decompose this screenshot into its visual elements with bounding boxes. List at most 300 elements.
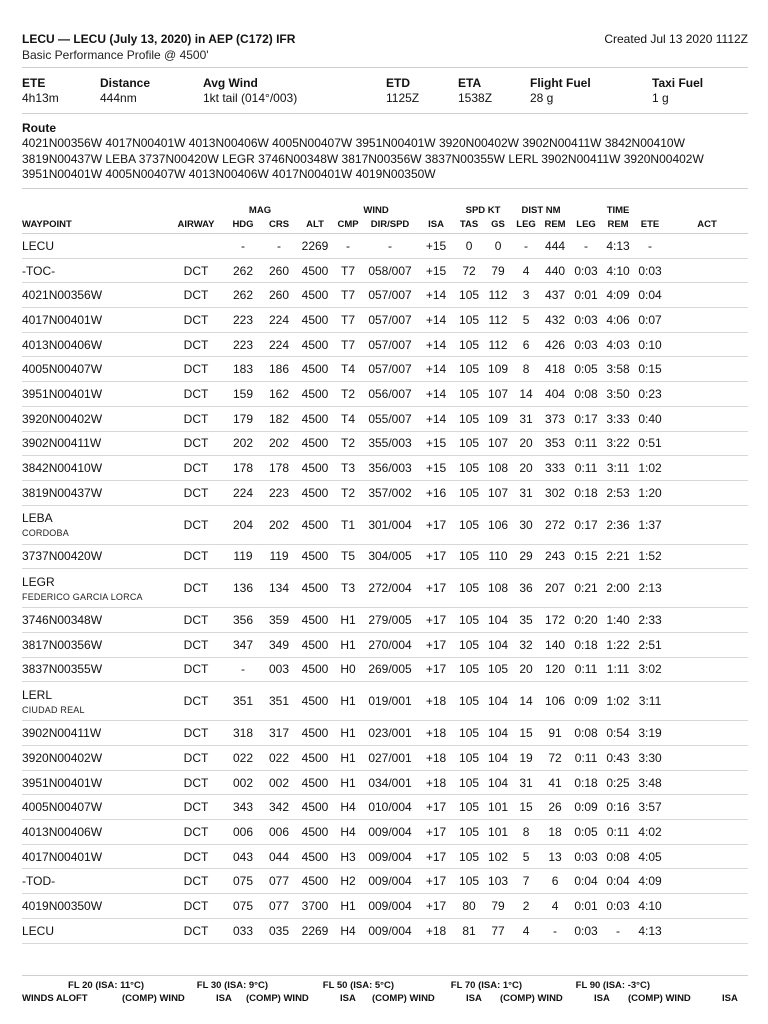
waypoint-cell bbox=[22, 480, 168, 505]
hdg-cell: 043 bbox=[224, 844, 262, 869]
dist-rem-cell: 333 bbox=[540, 456, 570, 481]
wind-dir-spd-cell: 058/007 bbox=[362, 258, 418, 283]
alt-cell: 4500 bbox=[296, 357, 334, 382]
winds-aloft-section bbox=[22, 975, 748, 1012]
hdg-cell: 178 bbox=[224, 456, 262, 481]
act-cell bbox=[666, 332, 748, 357]
table-row bbox=[22, 332, 748, 357]
act-cell bbox=[666, 844, 748, 869]
alt-cell: 4500 bbox=[296, 770, 334, 795]
waypoint-cell bbox=[22, 721, 168, 746]
act-cell bbox=[666, 608, 748, 633]
wind-cmp-cell: T2 bbox=[334, 431, 362, 456]
col-mag-hdg: HDG bbox=[224, 216, 262, 234]
wind-cmp-cell: T2 bbox=[334, 382, 362, 407]
hdg-cell: 075 bbox=[224, 869, 262, 894]
dist-rem-cell: - bbox=[540, 918, 570, 943]
isa-cell: +14 bbox=[418, 406, 454, 431]
waypoint-id: 4021N00356W bbox=[22, 288, 103, 303]
summary-label: Taxi Fuel bbox=[652, 76, 704, 90]
act-cell bbox=[666, 869, 748, 894]
dist-rem-cell: 426 bbox=[540, 332, 570, 357]
time-leg-cell: 0:18 bbox=[570, 770, 602, 795]
dist-leg-cell: 30 bbox=[512, 505, 540, 544]
time-rem-cell: 2:00 bbox=[602, 569, 634, 608]
isa-cell: +14 bbox=[418, 332, 454, 357]
dist-rem-cell: 106 bbox=[540, 682, 570, 721]
waypoint-id: 3842N00410W bbox=[22, 461, 103, 476]
airway-cell bbox=[168, 234, 224, 259]
column-header-row bbox=[22, 216, 748, 234]
ete-cell: 4:09 bbox=[634, 869, 666, 894]
tas-cell: 105 bbox=[454, 480, 484, 505]
gs-cell: 104 bbox=[484, 632, 512, 657]
wind-dir-spd-cell: 269/005 bbox=[362, 657, 418, 682]
alt-cell: 4500 bbox=[296, 258, 334, 283]
dist-rem-cell: 6 bbox=[540, 869, 570, 894]
act-cell bbox=[666, 480, 748, 505]
time-leg-cell: 0:03 bbox=[570, 308, 602, 333]
ete-cell: 0:15 bbox=[634, 357, 666, 382]
crs-cell: 349 bbox=[262, 632, 296, 657]
summary-distance bbox=[100, 76, 150, 106]
waypoint-id: 3951N00401W bbox=[22, 386, 103, 401]
ete-cell: 2:33 bbox=[634, 608, 666, 633]
tas-cell: 105 bbox=[454, 608, 484, 633]
gs-cell: 112 bbox=[484, 308, 512, 333]
crs-cell: 202 bbox=[262, 505, 296, 544]
waypoint-cell bbox=[22, 795, 168, 820]
gs-cell: 104 bbox=[484, 682, 512, 721]
hdg-cell: 119 bbox=[224, 544, 262, 569]
time-rem-cell: 0:04 bbox=[602, 869, 634, 894]
time-rem-cell: 2:36 bbox=[602, 505, 634, 544]
hdg-cell: 179 bbox=[224, 406, 262, 431]
isa-header: ISA bbox=[466, 993, 482, 1004]
flight-level-header: FL 30 (ISA: 9°C) bbox=[196, 980, 268, 991]
route-string: 4021N00356W 4017N00401W 4013N00406W 4005N00407W 3951N00401W 3920N00402W 3902N00411W 3842N00410W 3819N00437W LEBA 3737N00420W LEGR 3746N00348W 3817N00356W 3837N00355W LERL 3902N00411W 3920N00402W 3951N00401W 4005N00407W 4013N00406W 4017N00401W 4019N00350W bbox=[22, 136, 704, 181]
col-alt: ALT bbox=[296, 216, 334, 234]
time-leg-cell: 0:09 bbox=[570, 795, 602, 820]
waypoint-cell bbox=[22, 382, 168, 407]
wind-dir-spd-cell: - bbox=[362, 234, 418, 259]
gs-cell: 104 bbox=[484, 770, 512, 795]
tas-cell: 105 bbox=[454, 308, 484, 333]
wind-cmp-cell: T7 bbox=[334, 283, 362, 308]
alt-cell: 4500 bbox=[296, 721, 334, 746]
table-row bbox=[22, 431, 748, 456]
crs-cell: 002 bbox=[262, 770, 296, 795]
wind-cmp-cell: H1 bbox=[334, 682, 362, 721]
waypoint-cell bbox=[22, 308, 168, 333]
ete-cell: 1:37 bbox=[634, 505, 666, 544]
table-row bbox=[22, 820, 748, 845]
dist-rem-cell: 418 bbox=[540, 357, 570, 382]
act-cell bbox=[666, 770, 748, 795]
gs-cell: 105 bbox=[484, 657, 512, 682]
act-cell bbox=[666, 382, 748, 407]
table-row bbox=[22, 357, 748, 382]
time-rem-cell: 1:40 bbox=[602, 608, 634, 633]
wind-cmp-cell: T2 bbox=[334, 480, 362, 505]
dist-leg-cell: 15 bbox=[512, 795, 540, 820]
crs-cell: 317 bbox=[262, 721, 296, 746]
isa-cell: +18 bbox=[418, 721, 454, 746]
act-cell bbox=[666, 682, 748, 721]
table-row bbox=[22, 721, 748, 746]
time-leg-cell: 0:08 bbox=[570, 721, 602, 746]
wind-dir-spd-cell: 027/001 bbox=[362, 746, 418, 771]
waypoint-id: 3737N00420W bbox=[22, 549, 103, 564]
gs-cell: 108 bbox=[484, 456, 512, 481]
crs-cell: 202 bbox=[262, 431, 296, 456]
gs-cell: 107 bbox=[484, 480, 512, 505]
summary-value: 1 g bbox=[652, 91, 669, 105]
isa-cell: +17 bbox=[418, 569, 454, 608]
gs-cell: 101 bbox=[484, 820, 512, 845]
alt-cell: 4500 bbox=[296, 820, 334, 845]
crs-cell: 224 bbox=[262, 308, 296, 333]
waypoint-id: 4013N00406W bbox=[22, 824, 103, 839]
table-row bbox=[22, 844, 748, 869]
ete-cell: 2:51 bbox=[634, 632, 666, 657]
summary-label: Distance bbox=[100, 76, 151, 90]
dist-leg-cell: 31 bbox=[512, 480, 540, 505]
waypoint-id: 3951N00401W bbox=[22, 775, 103, 790]
wind-dir-spd-cell: 010/004 bbox=[362, 795, 418, 820]
act-cell bbox=[666, 431, 748, 456]
hdg-cell: 159 bbox=[224, 382, 262, 407]
time-rem-cell: 3:22 bbox=[602, 431, 634, 456]
dist-leg-cell: 5 bbox=[512, 844, 540, 869]
waypoint-id: 3817N00356W bbox=[22, 637, 103, 652]
time-rem-cell: 4:06 bbox=[602, 308, 634, 333]
gs-cell: 101 bbox=[484, 795, 512, 820]
table-row bbox=[22, 918, 748, 943]
time-leg-cell: 0:18 bbox=[570, 632, 602, 657]
hdg-cell: 318 bbox=[224, 721, 262, 746]
hdg-cell: 347 bbox=[224, 632, 262, 657]
waypoint-id: LEGR bbox=[22, 574, 55, 589]
waypoint-cell bbox=[22, 234, 168, 259]
group-header-time: TIME bbox=[606, 205, 630, 216]
created-timestamp: Created Jul 13 2020 1112Z bbox=[604, 32, 748, 46]
gs-cell: 112 bbox=[484, 332, 512, 357]
tas-cell: 105 bbox=[454, 721, 484, 746]
tas-cell: 105 bbox=[454, 844, 484, 869]
airway-cell: DCT bbox=[168, 480, 224, 505]
dist-leg-cell: 8 bbox=[512, 357, 540, 382]
hdg-cell: 351 bbox=[224, 682, 262, 721]
tas-cell: 105 bbox=[454, 431, 484, 456]
tas-cell: 81 bbox=[454, 918, 484, 943]
isa-cell: +15 bbox=[418, 234, 454, 259]
waypoint-id: 4017N00401W bbox=[22, 849, 103, 864]
wind-cmp-cell: - bbox=[334, 234, 362, 259]
dist-leg-cell: 6 bbox=[512, 332, 540, 357]
isa-cell: +18 bbox=[418, 770, 454, 795]
flight-summary bbox=[22, 76, 748, 108]
waypoint-id: 3902N00411W bbox=[22, 726, 102, 741]
time-rem-cell: 0:43 bbox=[602, 746, 634, 771]
tas-cell: 105 bbox=[454, 770, 484, 795]
gs-cell: 112 bbox=[484, 283, 512, 308]
time-rem-cell: 2:53 bbox=[602, 480, 634, 505]
dist-leg-cell: 31 bbox=[512, 770, 540, 795]
summary-label: ETD bbox=[386, 76, 410, 90]
act-cell bbox=[666, 632, 748, 657]
wind-cmp-cell: H0 bbox=[334, 657, 362, 682]
waypoint-cell bbox=[22, 918, 168, 943]
time-leg-cell: 0:15 bbox=[570, 544, 602, 569]
wind-cmp-cell: H1 bbox=[334, 770, 362, 795]
gs-cell: 0 bbox=[484, 234, 512, 259]
gs-cell: 103 bbox=[484, 869, 512, 894]
airway-cell: DCT bbox=[168, 795, 224, 820]
table-row bbox=[22, 632, 748, 657]
ete-cell: 3:30 bbox=[634, 746, 666, 771]
crs-cell: 224 bbox=[262, 332, 296, 357]
crs-cell: - bbox=[262, 234, 296, 259]
table-row bbox=[22, 544, 748, 569]
table-row bbox=[22, 406, 748, 431]
wind-dir-spd-cell: 279/005 bbox=[362, 608, 418, 633]
hdg-cell: - bbox=[224, 234, 262, 259]
dist-rem-cell: 4 bbox=[540, 894, 570, 919]
table-row bbox=[22, 795, 748, 820]
act-cell bbox=[666, 820, 748, 845]
dist-rem-cell: 272 bbox=[540, 505, 570, 544]
time-rem-cell: 0:03 bbox=[602, 894, 634, 919]
comp-wind-header: (COMP) WIND bbox=[628, 993, 691, 1004]
hdg-cell: 183 bbox=[224, 357, 262, 382]
airway-cell: DCT bbox=[168, 632, 224, 657]
tas-cell: 105 bbox=[454, 869, 484, 894]
alt-cell: 4500 bbox=[296, 544, 334, 569]
gs-cell: 107 bbox=[484, 382, 512, 407]
waypoint-cell bbox=[22, 869, 168, 894]
dist-leg-cell: 19 bbox=[512, 746, 540, 771]
wind-cmp-cell: H1 bbox=[334, 746, 362, 771]
summary-value: 1538Z bbox=[458, 91, 493, 105]
tas-cell: 105 bbox=[454, 746, 484, 771]
tas-cell: 105 bbox=[454, 382, 484, 407]
dist-leg-cell: 15 bbox=[512, 721, 540, 746]
airway-cell: DCT bbox=[168, 869, 224, 894]
dist-rem-cell: 120 bbox=[540, 657, 570, 682]
tas-cell: 105 bbox=[454, 357, 484, 382]
ete-cell: 4:13 bbox=[634, 918, 666, 943]
waypoint-id: LERL bbox=[22, 687, 53, 702]
wind-cmp-cell: H1 bbox=[334, 894, 362, 919]
table-row bbox=[22, 569, 748, 608]
airway-cell: DCT bbox=[168, 308, 224, 333]
summary-label: Flight Fuel bbox=[530, 76, 591, 90]
navigation-log-body bbox=[22, 234, 748, 944]
wind-cmp-cell: T4 bbox=[334, 357, 362, 382]
table-row bbox=[22, 382, 748, 407]
dist-leg-cell: 4 bbox=[512, 258, 540, 283]
flight-level-header: FL 50 (ISA: 5°C) bbox=[322, 980, 394, 991]
dist-leg-cell: 32 bbox=[512, 632, 540, 657]
table-row bbox=[22, 456, 748, 481]
waypoint-id: 3746N00348W bbox=[22, 613, 103, 628]
tas-cell: 80 bbox=[454, 894, 484, 919]
time-leg-cell: 0:21 bbox=[570, 569, 602, 608]
alt-cell: 4500 bbox=[296, 456, 334, 481]
flight-level-header: FL 20 (ISA: 11°C) bbox=[68, 980, 144, 991]
airway-cell: DCT bbox=[168, 844, 224, 869]
airway-cell: DCT bbox=[168, 894, 224, 919]
waypoint-id: 3920N00402W bbox=[22, 411, 103, 426]
gs-cell: 110 bbox=[484, 544, 512, 569]
time-rem-cell: 3:58 bbox=[602, 357, 634, 382]
time-rem-cell: 0:54 bbox=[602, 721, 634, 746]
col-isa: ISA bbox=[418, 216, 454, 234]
airway-cell: DCT bbox=[168, 682, 224, 721]
time-leg-cell: 0:05 bbox=[570, 820, 602, 845]
ete-cell: 2:13 bbox=[634, 569, 666, 608]
dist-leg-cell: - bbox=[512, 234, 540, 259]
ete-cell: 4:05 bbox=[634, 844, 666, 869]
waypoint-cell bbox=[22, 608, 168, 633]
time-rem-cell: 3:50 bbox=[602, 382, 634, 407]
ete-cell: 3:02 bbox=[634, 657, 666, 682]
col-time-ete: ETE bbox=[634, 216, 666, 234]
isa-cell: +17 bbox=[418, 505, 454, 544]
dist-rem-cell: 404 bbox=[540, 382, 570, 407]
act-cell bbox=[666, 258, 748, 283]
ete-cell: 0:51 bbox=[634, 431, 666, 456]
alt-cell: 4500 bbox=[296, 283, 334, 308]
group-header-mag: MAG bbox=[248, 205, 272, 216]
alt-cell: 3700 bbox=[296, 894, 334, 919]
alt-cell: 4500 bbox=[296, 505, 334, 544]
document-header bbox=[22, 32, 748, 66]
crs-cell: 134 bbox=[262, 569, 296, 608]
wind-dir-spd-cell: 057/007 bbox=[362, 357, 418, 382]
waypoint-id: 3902N00411W bbox=[22, 436, 102, 451]
isa-cell: +17 bbox=[418, 795, 454, 820]
hdg-cell: 075 bbox=[224, 894, 262, 919]
waypoint-id: 4005N00407W bbox=[22, 362, 103, 377]
alt-cell: 4500 bbox=[296, 332, 334, 357]
waypoint-cell bbox=[22, 820, 168, 845]
alt-cell: 2269 bbox=[296, 918, 334, 943]
wind-cmp-cell: H4 bbox=[334, 795, 362, 820]
ete-cell: - bbox=[634, 234, 666, 259]
dist-leg-cell: 7 bbox=[512, 869, 540, 894]
wind-cmp-cell: H4 bbox=[334, 820, 362, 845]
divider bbox=[22, 113, 748, 114]
crs-cell: 077 bbox=[262, 894, 296, 919]
dist-leg-cell: 20 bbox=[512, 456, 540, 481]
group-header-distance: DIST NM bbox=[521, 205, 561, 216]
airway-cell: DCT bbox=[168, 544, 224, 569]
summary-label: Avg Wind bbox=[203, 76, 258, 90]
gs-cell: 108 bbox=[484, 569, 512, 608]
waypoint-cell bbox=[22, 406, 168, 431]
waypoint-id: 3920N00402W bbox=[22, 750, 103, 765]
dist-rem-cell: 41 bbox=[540, 770, 570, 795]
dist-rem-cell: 18 bbox=[540, 820, 570, 845]
time-rem-cell: 0:08 bbox=[602, 844, 634, 869]
time-rem-cell: 3:33 bbox=[602, 406, 634, 431]
wind-cmp-cell: H2 bbox=[334, 869, 362, 894]
ete-cell: 0:07 bbox=[634, 308, 666, 333]
waypoint-cell bbox=[22, 456, 168, 481]
time-leg-cell: 0:04 bbox=[570, 869, 602, 894]
act-cell bbox=[666, 746, 748, 771]
dist-rem-cell: 444 bbox=[540, 234, 570, 259]
flight-level-header: FL 70 (ISA: 1°C) bbox=[450, 980, 522, 991]
dist-rem-cell: 243 bbox=[540, 544, 570, 569]
isa-cell: +14 bbox=[418, 283, 454, 308]
time-rem-cell: 0:11 bbox=[602, 820, 634, 845]
ete-cell: 0:03 bbox=[634, 258, 666, 283]
divider bbox=[22, 188, 748, 189]
waypoint-cell bbox=[22, 844, 168, 869]
ete-cell: 3:11 bbox=[634, 682, 666, 721]
wind-cmp-cell: T5 bbox=[334, 544, 362, 569]
ete-cell: 0:23 bbox=[634, 382, 666, 407]
crs-cell: 260 bbox=[262, 283, 296, 308]
airway-cell: DCT bbox=[168, 918, 224, 943]
col-time-leg: LEG bbox=[570, 216, 602, 234]
alt-cell: 4500 bbox=[296, 308, 334, 333]
time-leg-cell: - bbox=[570, 234, 602, 259]
airway-cell: DCT bbox=[168, 431, 224, 456]
col-airway: AIRWAY bbox=[168, 216, 224, 234]
wind-dir-spd-cell: 356/003 bbox=[362, 456, 418, 481]
col-time-rem: REM bbox=[602, 216, 634, 234]
alt-cell: 4500 bbox=[296, 746, 334, 771]
wind-cmp-cell: H1 bbox=[334, 608, 362, 633]
time-rem-cell: 1:02 bbox=[602, 682, 634, 721]
tas-cell: 105 bbox=[454, 332, 484, 357]
waypoint-cell bbox=[22, 682, 168, 721]
dist-rem-cell: 26 bbox=[540, 795, 570, 820]
airway-cell: DCT bbox=[168, 456, 224, 481]
tas-cell: 72 bbox=[454, 258, 484, 283]
ete-cell: 3:48 bbox=[634, 770, 666, 795]
act-cell bbox=[666, 357, 748, 382]
crs-cell: 223 bbox=[262, 480, 296, 505]
wind-cmp-cell: T7 bbox=[334, 332, 362, 357]
waypoint-cell bbox=[22, 569, 168, 608]
ete-cell: 3:19 bbox=[634, 721, 666, 746]
time-rem-cell: 4:03 bbox=[602, 332, 634, 357]
isa-cell: +15 bbox=[418, 258, 454, 283]
tas-cell: 105 bbox=[454, 632, 484, 657]
act-cell bbox=[666, 894, 748, 919]
hdg-cell: 006 bbox=[224, 820, 262, 845]
isa-cell: +17 bbox=[418, 844, 454, 869]
crs-cell: 035 bbox=[262, 918, 296, 943]
comp-wind-header: (COMP) WIND bbox=[372, 993, 435, 1004]
gs-cell: 104 bbox=[484, 608, 512, 633]
hdg-cell: - bbox=[224, 657, 262, 682]
col-dist-leg: LEG bbox=[512, 216, 540, 234]
table-row bbox=[22, 234, 748, 259]
dist-rem-cell: 207 bbox=[540, 569, 570, 608]
dist-rem-cell: 72 bbox=[540, 746, 570, 771]
wind-dir-spd-cell: 009/004 bbox=[362, 869, 418, 894]
tas-cell: 105 bbox=[454, 544, 484, 569]
wind-dir-spd-cell: 009/004 bbox=[362, 894, 418, 919]
alt-cell: 4500 bbox=[296, 480, 334, 505]
waypoint-id: -TOC- bbox=[22, 263, 56, 278]
